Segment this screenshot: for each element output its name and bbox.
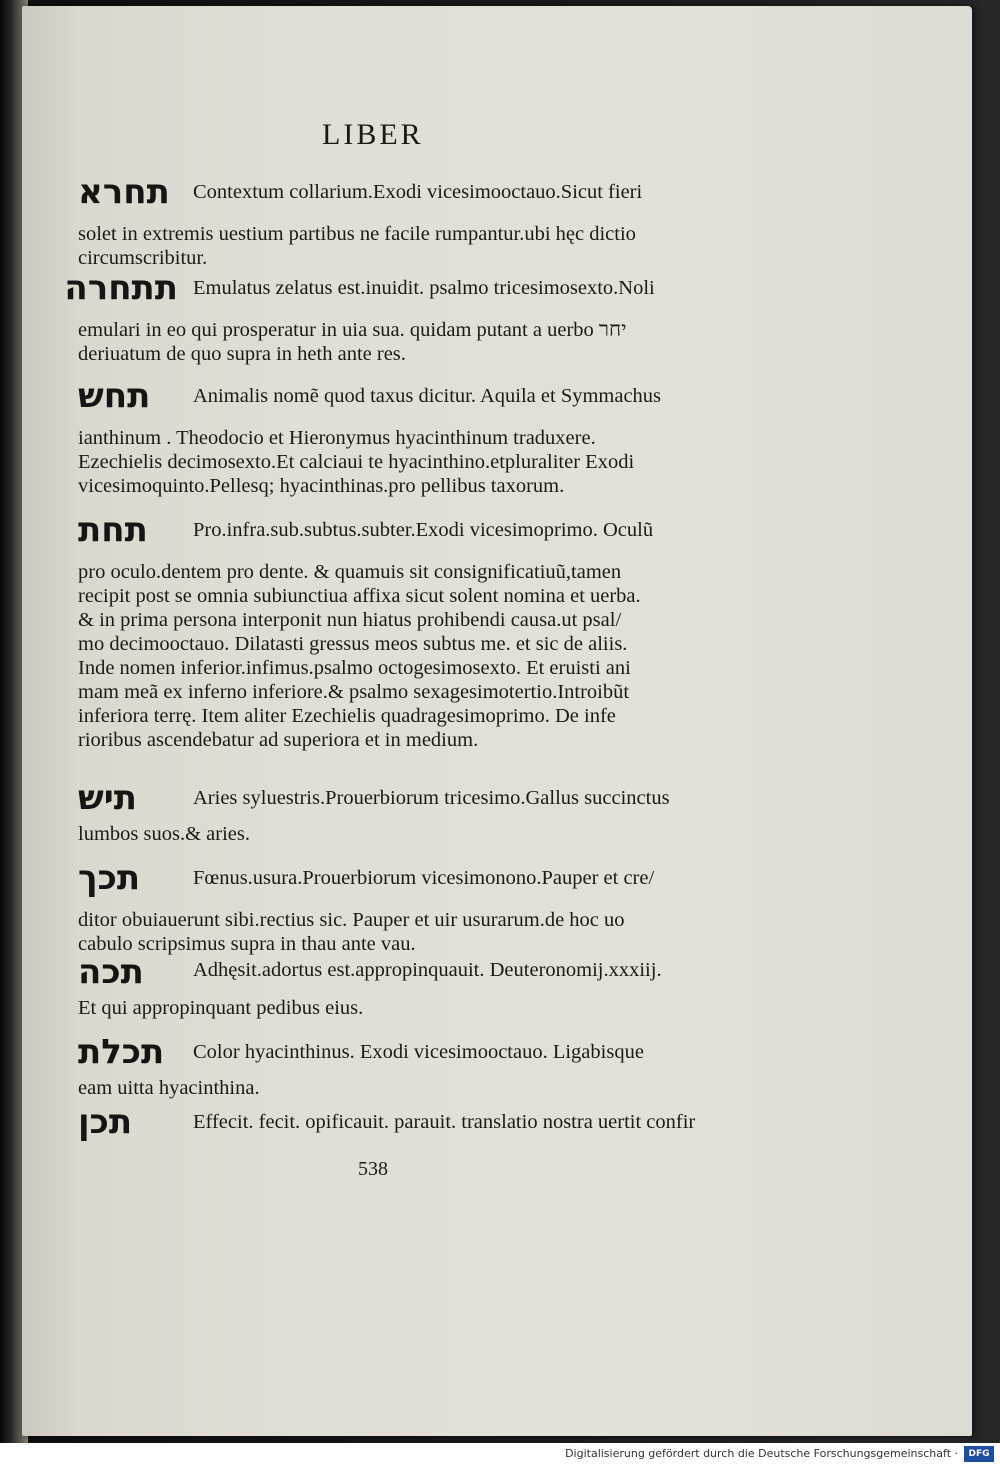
entry-line: circumscribitur. [78,247,208,269]
entry-line: lumbos suos.& aries. [78,823,250,845]
entry-line: Contextum collarium.Exodi vicesimooctauo.Sicut fieri [193,181,643,203]
entry-line: Adhęsit.adortus est.appropinquauit. Deuteronomij.xxxiij. [193,959,662,981]
entry-line: Et qui appropinquant pedibus eius. [78,997,364,1019]
entry-line: mam meã ex inferno inferiore.& psalmo sexagesimotertio.Introibũt [78,681,630,703]
page-number: 538 [358,1158,388,1180]
entry-line: Ezechielis decimosexto.Et calciaui te hyacinthino.etpluraliter Exodi [78,451,635,473]
entry-line: Effecit. fecit. opificauit. parauit. translatio nostra uertit confir [193,1111,696,1133]
entry-line: Pro.infra.sub.subtus.subter.Exodi vicesimoprimo. Oculũ [193,519,654,541]
hebrew-headword: תיש [78,778,138,818]
entry-line: solet in extremis uestium partibus ne facile rumpantur.ubi hęc dictio [78,223,636,245]
hebrew-headword: תכה [78,952,144,992]
book-page [22,6,972,1436]
entry-line: eam uitta hyacinthina. [78,1077,260,1099]
running-head: LIBER [322,118,424,151]
entry-line: Color hyacinthinus. Exodi vicesimooctauo. Ligabisque [193,1041,644,1063]
entry-line: Inde nomen inferior.infimus.psalmo octogesimosexto. Et eruisti ani [78,657,631,679]
hebrew-headword: תתחרה [64,268,178,308]
entry-line: vicesimoquinto.Pellesq; hyacinthinas.pro pellibus taxorum. [78,475,565,497]
entry-line: emulari in eo qui prosperatur in uia sua. quidam putant a uerbo יחר [78,319,627,341]
dfg-logo: DFG [964,1446,994,1462]
hebrew-headword: תחת [78,510,148,550]
hebrew-headword: תכלת [78,1032,165,1072]
entry-line: mo decimooctauo. Dilatasti gressus meos subtus me. et sic de aliis. [78,633,628,655]
entry-line: Emulatus zelatus est.inuidit. psalmo tricesimosexto.Noli [193,277,655,299]
entry-line: ditor obuiauerunt sibi.rectius sic. Pauper et uir usurarum.de hoc uo [78,909,625,931]
entry-line: pro oculo.dentem pro dente. & quamuis sit consignificatiuũ,tamen [78,561,622,583]
entry-line: recipit post se omnia subiunctiua affixa sicut solent nomina et uerba. [78,585,641,607]
hebrew-headword: תחש [78,376,151,416]
hebrew-headword: תחרא [78,172,170,212]
entry-line: Fœnus.usura.Prouerbiorum vicesimonono.Pauper et cre/ [193,867,655,889]
entry-line: & in prima persona interponit nun hiatus prohibendi causa.ut psal/ [78,609,622,631]
entry-line: Animalis nomẽ quod taxus dicitur. Aquila et Symmachus [193,385,662,407]
digitization-footer [0,1443,1000,1467]
entry-line: cabulo scripsimus supra in thau ante vau. [78,933,416,955]
funding-credit: Digitalisierung gefördert durch die Deutsche Forschungsgemeinschaft · [565,1447,958,1460]
hebrew-headword: תכך [78,858,141,898]
entry-line: rioribus ascendebatur ad superiora et in medium. [78,729,479,751]
entry-line: Aries syluestris.Prouerbiorum tricesimo.Gallus succinctus [193,787,670,809]
entry-line: inferiora terrę. Item aliter Ezechielis quadragesimoprimo. De infe [78,705,616,727]
hebrew-headword: תכן [78,1102,133,1142]
entry-line: deriuatum de quo supra in heth ante res. [78,343,406,365]
entry-line: ianthinum . Theodocio et Hieronymus hyacinthinum traduxere. [78,427,596,449]
